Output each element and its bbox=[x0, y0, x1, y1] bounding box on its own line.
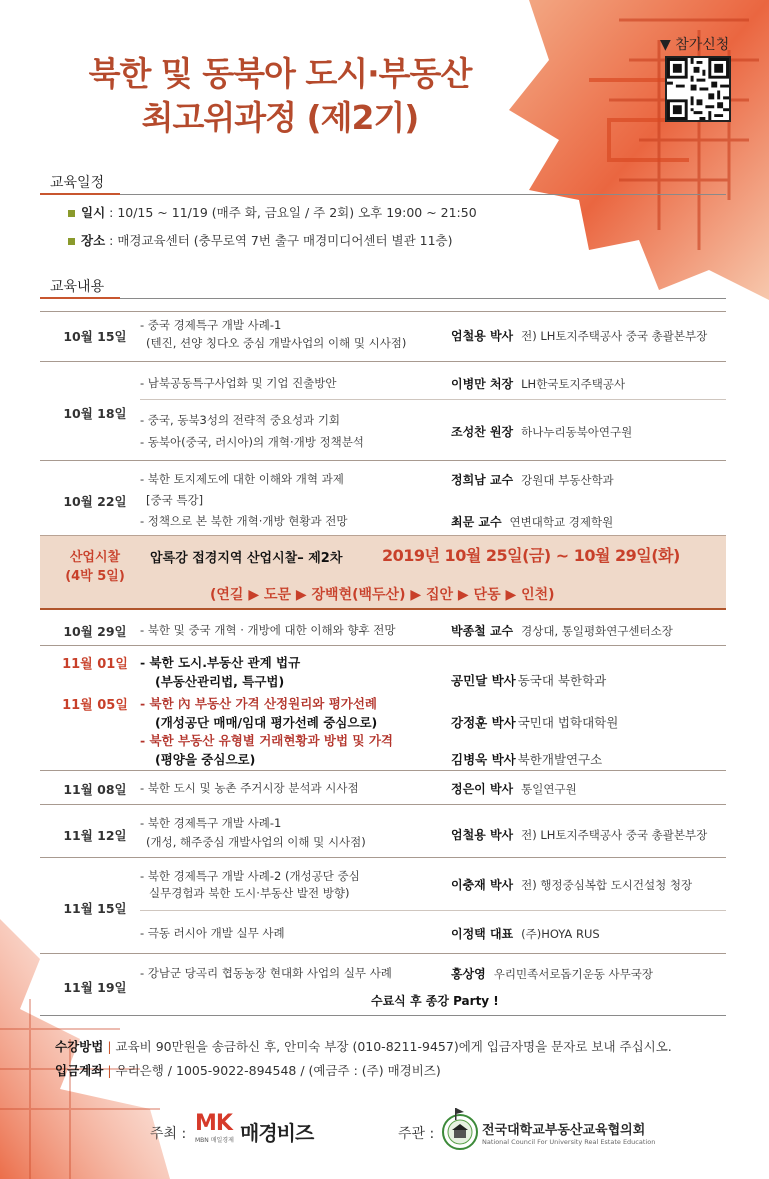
divider bbox=[40, 361, 726, 362]
row-date: 11월 15일 bbox=[63, 901, 127, 916]
divider bbox=[40, 770, 726, 771]
field-trip-dates: 2019년 10월 25일(금) ~ 10월 29일(화) bbox=[382, 546, 680, 565]
field-trip-label: 산업시찰 bbox=[69, 550, 121, 565]
payment-method: 수강방법 | 교육비 90만원을 송금하신 후, 안미숙 부장 (010-8211-9457)에게 입금자명을 문자로 보내 주십시오. bbox=[55, 1039, 672, 1054]
row-speaker: 정은이 박사 통일연구원 bbox=[451, 782, 577, 796]
divider bbox=[140, 910, 726, 911]
row-date: 11월 08일 bbox=[63, 782, 127, 797]
row-topic: - 북한 토지제도에 대한 이해와 개혁 과제 bbox=[140, 472, 344, 486]
divider bbox=[40, 460, 726, 461]
row-topic: - 정책으로 본 북한 개혁·개방 현황과 전망 bbox=[140, 514, 348, 528]
organizer-name: 전국대학교부동산교육협의회 bbox=[482, 1123, 646, 1138]
content-heading: 교육내용 bbox=[50, 279, 105, 295]
divider bbox=[140, 399, 726, 400]
row-date: 10월 22일 bbox=[63, 494, 127, 509]
payment-account: 입금계좌 | 우리은행 / 1005-9022-894548 / (예금주 : (주) 매경비즈) bbox=[55, 1063, 441, 1078]
row-topic: - 북한 및 중국 개혁 · 개방에 대한 이해와 향후 전망 bbox=[140, 623, 396, 637]
row-topic: - 북한 內 부동산 가격 산정원리와 평가선례 bbox=[140, 696, 377, 711]
divider bbox=[40, 953, 726, 954]
divider bbox=[40, 857, 726, 858]
bullet-icon bbox=[68, 238, 75, 245]
row-speaker: 엄철용 박사 전) LH토지주택공사 중국 총괄본부장 bbox=[451, 828, 708, 842]
qr-code-icon[interactable] bbox=[665, 56, 731, 122]
row-topic: - 극동 러시아 개발 실무 사례 bbox=[140, 926, 285, 940]
organizer-name-en: National Council For University Real Estate Education bbox=[482, 1138, 656, 1146]
row-speaker: 이정택 대표 (주)HOYA RUS bbox=[451, 927, 600, 941]
row-speaker: 김병욱 박사 북한개발연구소 bbox=[451, 752, 603, 767]
row-topic-detail: (텐진, 션양 칭다오 중심 개발사업의 이해 및 시사점) bbox=[146, 336, 407, 350]
field-trip-duration: (4박 5일) bbox=[65, 569, 125, 584]
field-trip-title: 압록강 접경지역 산업시찰– 제2차 bbox=[150, 551, 343, 566]
row-topic: - 북한 부동산 유형별 거래현황과 방법 및 가격 bbox=[140, 733, 394, 748]
row-topic: - 중국 경제특구 개발 사례-1 bbox=[140, 318, 282, 332]
row-date: 11월 12일 bbox=[63, 828, 127, 843]
row-topic: - 북한 도시.부동산 관계 법규 bbox=[140, 655, 301, 670]
apply-label: ▼ 참가신청 bbox=[660, 37, 730, 53]
row-speaker: 공민달 박사 동국대 북한학과 bbox=[451, 673, 607, 688]
row-speaker: 최문 교수 연변대학교 경제학원 bbox=[451, 515, 614, 529]
divider bbox=[40, 1015, 726, 1016]
schedule-heading: 교육일정 bbox=[50, 175, 105, 191]
row-date: 10월 29일 bbox=[63, 624, 127, 639]
row-topic: - 북한 경제특구 개발 사례-2 (개성공단 중심 bbox=[140, 869, 360, 883]
row-topic: [중국 특강] bbox=[146, 493, 204, 507]
row-speaker: 이병만 처장 LH한국토지주택공사 bbox=[451, 377, 626, 391]
row-topic: - 동북아(중국, 러시아)의 개혁·개방 정책분석 bbox=[140, 435, 364, 449]
closing-party: 수료식 후 종강 Party ! bbox=[371, 994, 499, 1008]
organizer-emblem-icon bbox=[440, 1106, 480, 1152]
row-topic: - 북한 경제특구 개발 사례-1 bbox=[140, 816, 282, 830]
host-label: 주최 : bbox=[150, 1126, 187, 1142]
bullet-icon bbox=[68, 210, 75, 217]
row-topic-detail: (개성, 해주중심 개발사업의 이해 및 시사점) bbox=[146, 835, 366, 849]
row-speaker: 박종철 교수 경상대, 통일평화연구센터소장 bbox=[451, 624, 673, 638]
row-speaker: 이충재 박사 전) 행정중심복합 도시건설청 청장 bbox=[451, 878, 693, 892]
mk-logo-text: MK bbox=[195, 1111, 232, 1136]
divider bbox=[40, 194, 726, 195]
row-speaker: 정희남 교수 강원대 부동산학과 bbox=[451, 473, 614, 487]
mk-logo-sub: MBN 매일경제 bbox=[195, 1137, 234, 1144]
row-topic: (평양을 중심으로) bbox=[155, 752, 256, 767]
row-speaker: 홍상영 우리민족서로돕기운동 사무국장 bbox=[451, 967, 653, 981]
row-date: 10월 15일 bbox=[63, 329, 127, 344]
field-trip-route: (연길 ▶ 도문 ▶ 장백현(백두산) ▶ 집안 ▶ 단동 ▶ 인천) bbox=[210, 587, 555, 603]
schedule-time: 일시 : 10/15 ~ 11/19 (매주 화, 금요일 / 주 2회) 오후 19:00 ~ 21:50 bbox=[68, 203, 477, 221]
organizer-label: 주관 : bbox=[398, 1126, 435, 1142]
page-title-line1: 북한 및 동북아 도시·부동산 bbox=[88, 54, 472, 93]
divider-accent bbox=[40, 193, 120, 195]
row-topic-detail: 실무경험과 북한 도시·부동산 발전 방향) bbox=[149, 886, 350, 900]
host-name: 매경비즈 bbox=[240, 1121, 314, 1145]
mk-logo bbox=[195, 1113, 237, 1144]
row-topic: - 강남군 당곡리 협동농장 현대화 사업의 실무 사례 bbox=[140, 966, 392, 980]
schedule-place: 장소 : 매경교육센터 (충무로역 7번 출구 매경미디어센터 별관 11층) bbox=[68, 231, 453, 249]
row-date: 10월 18일 bbox=[63, 406, 127, 421]
row-date: 11월 01일 bbox=[62, 657, 128, 672]
row-speaker: 조성찬 원장 하나누리동북아연구원 bbox=[451, 425, 633, 439]
page-title-line2: 최고위과정 (제2기) bbox=[141, 98, 419, 137]
divider bbox=[40, 645, 726, 646]
divider bbox=[40, 311, 726, 312]
row-date: 11월 05일 bbox=[62, 698, 128, 713]
divider-accent bbox=[40, 297, 120, 299]
row-date: 11월 19일 bbox=[63, 980, 127, 995]
row-speaker: 강정훈 박사 국민대 법학대학원 bbox=[451, 715, 619, 730]
row-topic: (부동산관리법, 특구법) bbox=[155, 674, 285, 689]
divider bbox=[40, 804, 726, 805]
row-topic: - 중국, 동북3성의 전략적 중요성과 기회 bbox=[140, 413, 341, 427]
row-speaker: 엄철용 박사 전) LH토지주택공사 중국 총괄본부장 bbox=[451, 329, 708, 343]
row-topic: - 남북공동특구사업화 및 기업 진출방안 bbox=[140, 376, 337, 390]
divider bbox=[40, 298, 726, 299]
row-topic: (개성공단 매매/임대 평가선례 중심으로) bbox=[155, 715, 378, 730]
row-topic: - 북한 도시 및 농촌 주거시장 분석과 시사점 bbox=[140, 781, 359, 795]
